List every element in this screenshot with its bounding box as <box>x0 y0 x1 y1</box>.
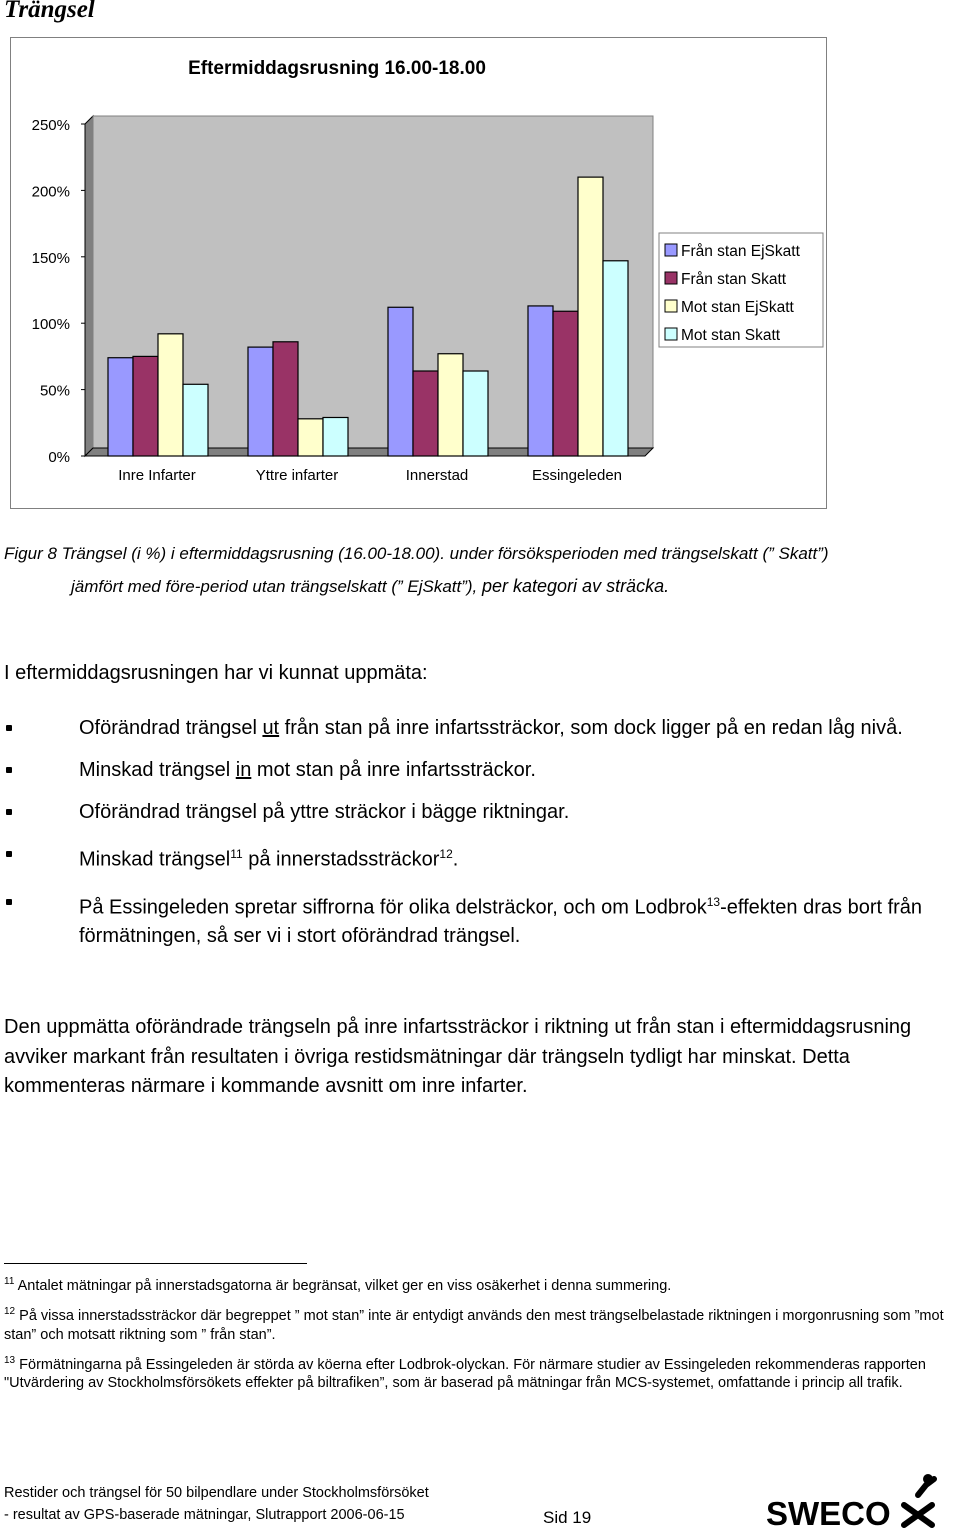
bar <box>158 334 183 456</box>
legend-swatch <box>665 328 677 340</box>
body-paragraph: Den uppmätta oförändrade trängseln på inre infartssträckor i riktning ut från stan i eftermiddagsrusning avviker markant från resultaten i övriga restidsmätningar där trängseln tydligt har minskat. Detta kommenteras närmare i kommande avsnitt om inre infarter. <box>4 1016 912 1097</box>
bullet-text: Oförändrad trängsel <box>79 717 263 739</box>
x-tick-label: Innerstad <box>405 467 469 484</box>
bullet-text: Minskad trängsel <box>79 759 236 781</box>
caption-line-2a: jämfört med före-period utan trängselskatt (” EjSkatt”), <box>71 577 482 596</box>
bar <box>133 356 158 456</box>
bar <box>248 347 273 456</box>
bullet-item <box>4 714 954 743</box>
footnote-number: 11 <box>4 1276 15 1287</box>
sweco-logo <box>764 1473 944 1534</box>
bar <box>528 306 553 456</box>
sweco-logo-graphic <box>764 1473 944 1529</box>
y-tick-label: 0% <box>48 449 70 466</box>
x-tick-label: Inre Infarter <box>118 467 196 484</box>
bullet-dot <box>6 809 12 815</box>
legend-label: Mot stan EjSkatt <box>681 299 794 316</box>
bullet-dot <box>6 851 12 857</box>
bullet-text: från stan på inre infartssträckor, som dock ligger på en redan låg nivå. <box>279 717 903 739</box>
bullet-dot <box>6 725 12 731</box>
footnote-ref[interactable]: 13 <box>706 894 721 909</box>
caption-line-2 <box>4 570 954 603</box>
footer-title: Restider och trängsel för 50 bilpendlare under Stockholmsförsöket <box>4 1485 429 1501</box>
y-tick-label: 200% <box>31 183 70 201</box>
bar <box>388 307 413 456</box>
legend-label: Från stan EjSkatt <box>681 243 800 260</box>
footnote-number: 13 <box>4 1354 16 1366</box>
bar <box>413 371 438 456</box>
footnote-ref[interactable]: 12 <box>439 847 453 861</box>
bar <box>183 384 208 456</box>
bullet-item <box>4 888 954 952</box>
footnote-text: På vissa innerstadssträckor där begreppet ” mot stan” inte är entydigt används den mest trängselbelastade riktningen i morgonrusning som ”mot stan” och motsatt riktning som ” från stan”. <box>4 1307 944 1343</box>
bar-chart <box>11 38 828 510</box>
bullet-emphasis: in <box>235 759 252 781</box>
bullet-text: Minskad trängsel <box>79 848 231 871</box>
bullet-text: på innerstadssträckor <box>242 848 440 871</box>
legend-label: Mot stan Skatt <box>681 327 781 344</box>
legend-swatch <box>665 300 677 312</box>
y-tick-label: 250% <box>31 117 70 134</box>
caption-line-2b: per kategori av sträcka. <box>482 576 670 596</box>
bullet-item <box>4 840 954 875</box>
legend-label: Från stan Skatt <box>681 271 787 288</box>
caption-line-1: Figur 8 Trängsel (i %) i eftermiddagsrusning (16.00-18.00). under försöksperioden med trängselskatt (” Skatt”) <box>4 544 829 563</box>
y-tick-label: 50% <box>39 382 70 400</box>
page-number: Sid 19 <box>543 1508 592 1527</box>
bar <box>298 419 323 456</box>
sweco-mark-icon <box>904 1479 934 1525</box>
bar <box>438 354 463 456</box>
footnote-11 <box>4 1272 959 1296</box>
bar <box>463 371 488 456</box>
bullet-dot <box>6 899 12 905</box>
bar <box>553 311 578 456</box>
legend-swatch <box>665 272 677 284</box>
chart-title: Eftermiddagsrusning 16.00-18.00 <box>188 58 486 79</box>
footer-subtitle: - resultat av GPS-baserade mätningar, Slutrapport 2006-06-15 <box>4 1507 405 1523</box>
chart-frame <box>10 37 827 509</box>
intro-text: I eftermiddagsrusningen har vi kunnat uppmäta: <box>4 662 428 684</box>
footnote-text: Antalet mätningar på innerstadsgatorna är begränsat, vilket ger en viss osäkerhet i denna summering. <box>14 1277 672 1294</box>
bullet-text: -effekten dras bort från förmätningen, så ser vi i stort oförändrad trängsel. <box>79 896 923 948</box>
bar <box>603 261 628 456</box>
footnote-ref[interactable]: 11 <box>230 847 243 861</box>
x-tick-label: Essingeleden <box>531 467 623 484</box>
bullet-emphasis: ut <box>262 717 280 739</box>
logo-text: SWECO <box>766 1495 891 1529</box>
bullet-list <box>4 714 954 964</box>
bullet-text: . <box>452 848 459 871</box>
bar <box>578 177 603 456</box>
footnote-text: Förmätningarna på Essingeleden är störda av köerna efter Lodbrok-olyckan. För närmare studier av Essingeleden rekommenderas rapporten "Utvärdering av Stockholmsförsökets effekter på biltrafiken”, som är baserad på mätningar från MCS-systemet, omfattande i princip all trafik. <box>4 1356 926 1392</box>
y-tick-label: 150% <box>31 249 70 267</box>
bullet-item <box>4 756 954 785</box>
x-tick-label: Yttre infarter <box>255 467 339 484</box>
footnotes <box>4 1272 959 1399</box>
section-title: Trängsel <box>4 0 95 23</box>
plot-side-wall <box>85 116 93 456</box>
y-tick-label: 100% <box>31 316 70 334</box>
bullet-text: mot stan på inre infartssträckor. <box>251 759 536 781</box>
bullet-text: På Essingeleden spretar siffrorna för olika delsträckor, och om Lodbrok <box>79 896 707 919</box>
bullet-dot <box>6 767 12 773</box>
bar <box>273 342 298 456</box>
bar <box>323 417 348 456</box>
figure-caption <box>4 538 954 603</box>
footnote-number: 12 <box>4 1305 16 1317</box>
bar <box>108 358 133 456</box>
bullet-text: Oförändrad trängsel på yttre sträckor i bägge riktningar. <box>79 801 570 823</box>
footnote-13 <box>4 1351 959 1394</box>
footnote-divider <box>4 1263 307 1264</box>
bullet-item <box>4 798 954 827</box>
legend-swatch <box>665 244 677 256</box>
footnote-12 <box>4 1302 959 1345</box>
